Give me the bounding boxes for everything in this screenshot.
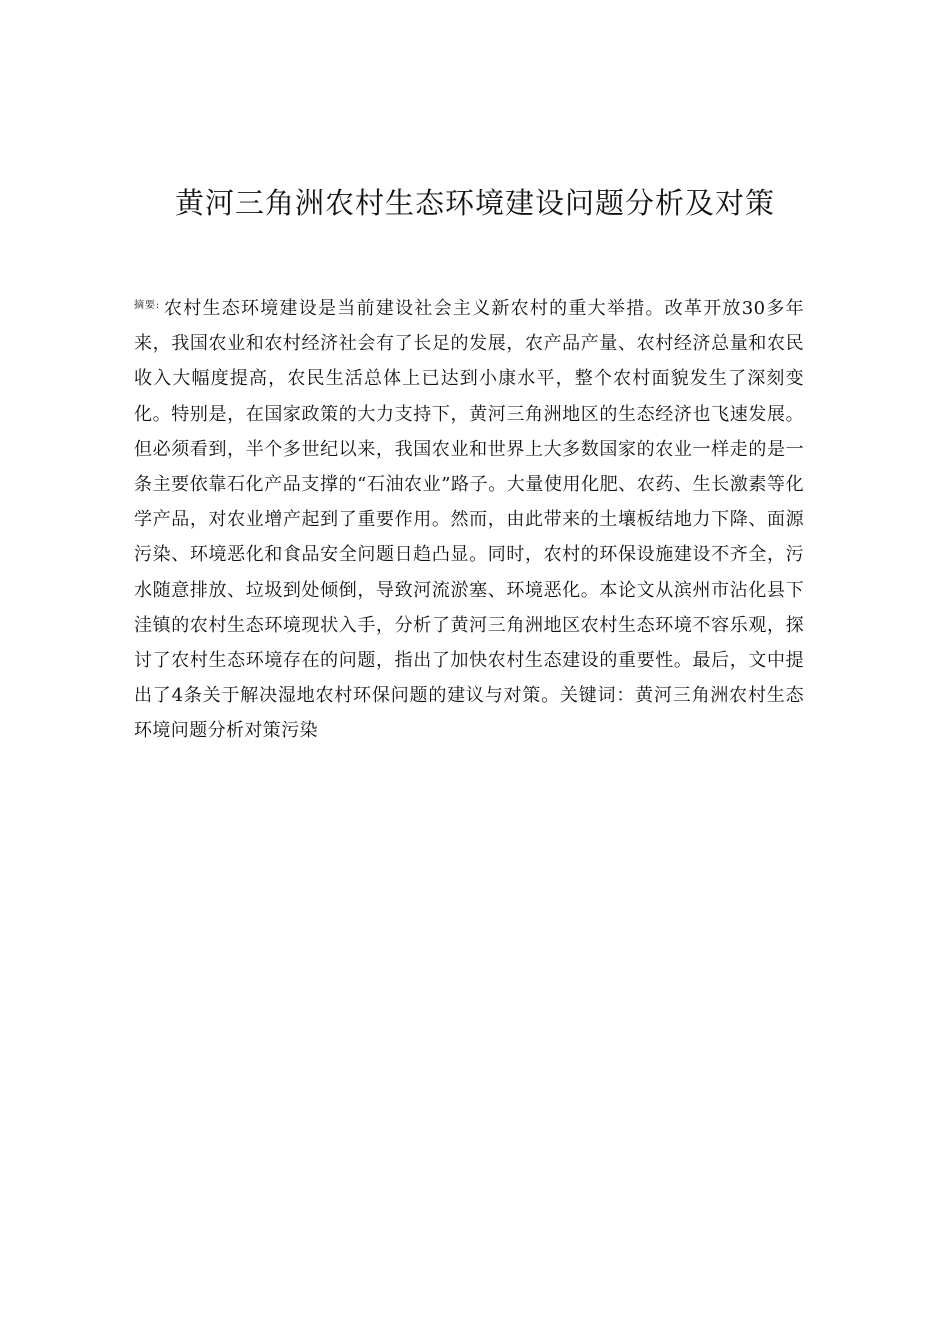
abstract-paragraph bbox=[134, 288, 804, 749]
abstract-text: 农村生态环境建设是当前建设社会主义新农村的重大举措。改革开放30多年来，我国农业和农村经济社会有了长足的发展，农产品产量、农村经济总量和农民收入大幅度提高，农民生活总体上已达到小康水平，整个农村面貌发生了深刻变化。特别是，在国家政策的大力支持下，黄河三角洲地区的生态经济也飞速发展。但必须看到，半个多世纪以来，我国农业和世界上大多数国家的农业一样走的是一条主要依靠石化产品支撑的“石油农业”路子。大量使用化肥、农药、生长激素等化学产品，对农业增产起到了重要作用。然而，由此带来的土壤板结地力下降、面源污染、环境恶化和食品安全问题日趋凸显。同时，农村的环保设施建设不齐全，污水随意排放、垃圾到处倾倒，导致河流淤塞、环境恶化。本论文从滨州市沾化县下洼镇的农村生态环境现状入手，分析了黄河三角洲地区农村生态环境不容乐观，探讨了农村生态环境存在的问题，指出了加快农村生态建设的重要性。最后，文中提出了4条关于解决湿地农村环保问题的建议与对策。关键词：黄河三角洲农村生态环境问题分析对策污染 bbox=[134, 298, 804, 742]
document-title: 黄河三角洲农村生态环境建设问题分析及对策 bbox=[174, 186, 775, 220]
abstract-label: 摘要: bbox=[134, 300, 160, 311]
